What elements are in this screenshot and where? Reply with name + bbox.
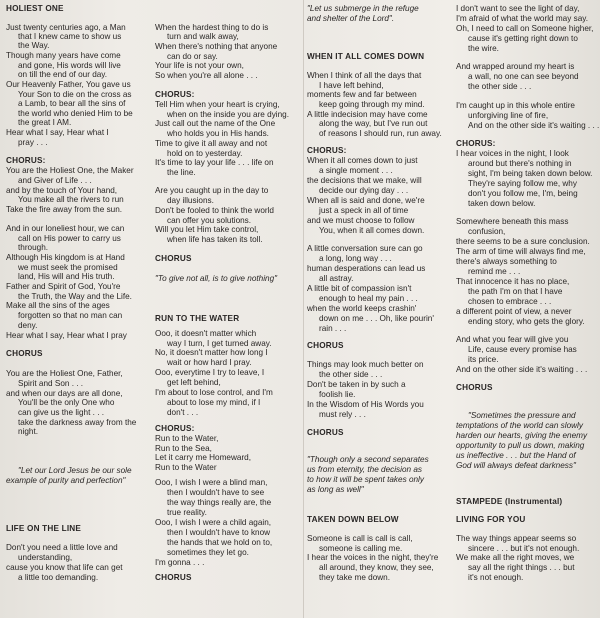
section-heading: CHORUS	[307, 428, 344, 437]
lyric-line: who holds you in His hands.	[167, 129, 269, 138]
lyric-line: through.	[18, 243, 49, 252]
lyric-line: Tell Him when your heart is crying,	[155, 100, 280, 109]
lyric-line: They're saying follow me, why	[468, 179, 577, 188]
lyric-line: remind me . . .	[468, 267, 521, 276]
lyric-line: When I think of all the days that	[307, 71, 422, 80]
section-heading: CHORUS:	[307, 146, 347, 155]
lyric-line: A little conversation sure can go	[307, 244, 423, 253]
lyric-line: And on the other side it's waiting . . .	[456, 365, 588, 374]
lyric-line: I'm about to lose control, and I'm	[155, 388, 273, 397]
lyric-line: the decisions that we make, will	[307, 176, 422, 185]
lyric-line: Let it carry me Homeward,	[155, 453, 252, 462]
lyric-line: Your life is not your own,	[155, 61, 244, 70]
quote-line: "To give not all, is to give nothing"	[155, 274, 278, 283]
lyric-line: I hear voices in the night, I look	[456, 149, 569, 158]
lyric-line: the line.	[167, 168, 196, 177]
lyric-line: the hands that we hold on to,	[167, 538, 273, 547]
lyric-line: And in our loneliest hour, we can	[6, 224, 125, 233]
lyric-line: its price.	[468, 355, 499, 364]
lyric-line: all astray.	[319, 274, 354, 283]
lyric-line: When there's nothing that anyone	[155, 42, 278, 51]
lyric-line: the great I AM.	[18, 118, 72, 127]
lyric-line: You are the Holiest One, the Maker	[6, 166, 134, 175]
column-divider	[303, 0, 304, 618]
lyric-line: then I wouldn't have to know	[167, 528, 271, 537]
lyric-line: Ooo, it doesn't matter which	[155, 329, 257, 338]
lyric-line: Life, cause every promise has	[468, 345, 577, 354]
lyric-line: Ooo, I wish I were a blind man,	[155, 478, 268, 487]
lyric-line: That innocence it has no place,	[456, 277, 570, 286]
lyric-line: Will you let Him take control,	[155, 225, 259, 234]
lyric-line: wait or how hard I pray.	[167, 358, 252, 367]
lyric-line: night.	[18, 427, 39, 436]
quote-line: opportunity to pull us down, making	[456, 441, 585, 450]
lyric-line: hold on to yesterday.	[167, 149, 243, 158]
lyric-line: Run to the Water	[155, 463, 217, 472]
lyric-line: When the hardest thing to do is	[155, 23, 269, 32]
lyric-line: Don't you need a little love and	[6, 543, 118, 552]
lyric-line: pray . . .	[18, 138, 48, 147]
lyric-line: about to lose my mind, if I	[167, 398, 261, 407]
lyric-line: And on the other side it's waiting . . .	[468, 121, 600, 130]
lyric-line: call on His power to carry us	[18, 234, 121, 243]
lyric-line: Ooo, everytime I try to leave, I	[155, 368, 265, 377]
lyric-line: Just twenty centuries ago, a Man	[6, 23, 126, 32]
lyric-line: turn and walk away,	[167, 32, 239, 41]
lyric-line: way I turn, I get turned away.	[167, 339, 272, 348]
lyric-line: the way things really are, the	[167, 498, 272, 507]
lyric-line: Run to the Sea,	[155, 444, 212, 453]
lyric-line: a little too demanding.	[18, 573, 99, 582]
lyric-line: just a speck in all of time	[319, 206, 409, 215]
lyric-line: when on the inside you are dying.	[167, 110, 289, 119]
lyric-line: can do or say.	[167, 52, 218, 61]
lyric-line: So when you're all alone . . .	[155, 71, 258, 80]
lyric-line: No, it doesn't matter how long I	[155, 348, 268, 357]
lyric-line: deny.	[18, 321, 38, 330]
lyric-line: say all the right things . . . but	[468, 563, 575, 572]
lyric-line: take the darkness away from the	[18, 418, 137, 427]
lyric-line: understanding,	[18, 553, 73, 562]
lyric-line: And what you fear will give you	[456, 335, 569, 344]
lyric-line: true reality.	[167, 508, 207, 517]
quote-line: "Though only a second separates	[307, 455, 429, 464]
lyric-line: Though many years have come	[6, 51, 121, 60]
lyric-line: enough to heal my pain . . .	[319, 294, 418, 303]
lyric-line: around but there's nothing in	[468, 159, 572, 168]
section-heading: CHORUS:	[6, 156, 46, 165]
lyric-line: I'm afraid of what the world may say.	[456, 14, 589, 23]
section-heading: CHORUS	[6, 349, 43, 358]
section-heading: LIVING FOR YOU	[456, 515, 526, 524]
lyric-line: I have left behind,	[319, 81, 384, 90]
lyric-line: must rely . . .	[319, 410, 366, 419]
lyric-line: Spirit and Son . . .	[18, 379, 84, 388]
quote-line: as long as well"	[307, 485, 364, 494]
quote-line: example of purity and perfection"	[6, 476, 126, 485]
lyric-line: a single moment . . .	[319, 166, 393, 175]
section-heading: CHORUS:	[155, 424, 195, 433]
quote-line: and shelter of the Lord".	[307, 14, 395, 23]
lyric-line: moments few and far between	[307, 90, 417, 99]
section-heading: CHORUS:	[155, 90, 195, 99]
lyric-line: You are the Holiest One, Father,	[6, 369, 123, 378]
lyric-line: they take me down.	[319, 573, 390, 582]
lyric-line: cause it's getting right down to	[468, 34, 578, 43]
quote-line: temptations of the world can slowly	[456, 421, 583, 430]
lyric-line: When all is said and done, we're	[307, 196, 425, 205]
lyric-line: and by the touch of Your hand,	[6, 186, 118, 195]
lyric-line: Father and Spirit of God, You're	[6, 282, 121, 291]
lyric-line: don't you follow me, I'm, being	[468, 189, 578, 198]
lyric-line: the other side . . .	[319, 370, 383, 379]
lyric-line: Run to the Water,	[155, 434, 219, 443]
quote-line: us from eternity, the decision as	[307, 465, 422, 474]
lyric-line: And wrapped around my heart is	[456, 62, 575, 71]
section-heading: CHORUS	[155, 254, 192, 263]
lyric-line: and Giver of Life . . .	[18, 176, 92, 185]
lyric-line: a long, long way . . .	[319, 254, 392, 263]
lyric-line: don't . . .	[167, 408, 199, 417]
quote-line: us ineffective . . . but the Hand of	[456, 451, 576, 460]
lyric-line: Hear what I say, Hear what I pray	[6, 331, 127, 340]
lyric-line: Make all the sins of the ages	[6, 301, 110, 310]
lyric-line: Time to give it all away and not	[155, 139, 268, 148]
lyric-line: I'm gonna . . .	[155, 558, 205, 567]
lyric-line: of reasons I should run, run away.	[319, 129, 442, 138]
lyric-line: a different point of view, a never	[456, 307, 572, 316]
lyric-line: the other side . . .	[468, 82, 532, 91]
lyric-line: Hear what I say, Hear what I	[6, 128, 109, 137]
quote-line: to how it will be spent takes only	[307, 475, 424, 484]
quote-line: "Let us submerge in the refuge	[307, 4, 419, 13]
lyric-line: Your Son to die on the cross as	[18, 90, 132, 99]
lyric-line: You make all the rivers to run	[18, 195, 124, 204]
section-heading: CHORUS:	[456, 139, 496, 148]
lyric-line: I'm caught up in this whole entire	[456, 101, 575, 110]
lyric-line: A little bit of compassion isn't	[307, 284, 412, 293]
lyric-line: all around, they know, they see,	[319, 563, 434, 572]
section-heading: TAKEN DOWN BELOW	[307, 515, 399, 524]
lyric-line: day illusions.	[167, 196, 214, 205]
lyric-line: It's time to lay your life . . . life on	[155, 158, 274, 167]
lyric-line: Things may look much better on	[307, 360, 424, 369]
lyric-line: We make all the right moves, we	[456, 553, 575, 562]
lyric-line: I hear the voices in the night, they're	[307, 553, 439, 562]
lyric-line: Don't be taken in by such a	[307, 380, 406, 389]
lyric-line: when life has taken its toll.	[167, 235, 263, 244]
lyric-line: the world who denied Him to be	[18, 109, 133, 118]
lyric-line: Are you caught up in the day to	[155, 186, 269, 195]
quote-line: God will always defeat darkness"	[456, 461, 576, 470]
lyric-line: then I wouldn't have to see	[167, 488, 265, 497]
section-heading: STAMPEDE (Instrumental)	[456, 497, 563, 506]
lyric-line: the wire.	[468, 44, 499, 53]
section-heading: RUN TO THE WATER	[155, 314, 240, 323]
lyric-line: In the Wisdom of His Words you	[307, 400, 424, 409]
lyric-line: a Lamb, to bear all the sins of	[18, 99, 126, 108]
lyric-line: it's not enough.	[468, 573, 524, 582]
lyric-line: when the world keeps crashin'	[307, 304, 417, 313]
lyric-line: there seems to be a sure conclusion.	[456, 237, 590, 246]
lyric-line: forgotten so that no man can	[18, 311, 123, 320]
lyric-line: can offer you solutions.	[167, 216, 252, 225]
lyric-line: and we must choose to follow	[307, 216, 415, 225]
lyric-line: someone is calling me.	[319, 544, 403, 553]
section-heading: CHORUS	[307, 341, 344, 350]
section-heading: WHEN IT ALL COMES DOWN	[307, 52, 425, 61]
lyric-line: the Truth, the Way and the Life.	[18, 292, 132, 301]
lyric-line: keep going through my mind.	[319, 100, 425, 109]
lyric-line: sometimes they let go.	[167, 548, 249, 557]
lyric-line: and gone, His words will live	[18, 61, 121, 70]
lyric-line: Our Heavenly Father, You gave us	[6, 80, 131, 89]
lyric-line: foolish lie.	[319, 390, 356, 399]
lyric-line: on till the end of our day.	[18, 70, 108, 79]
lyric-line: When it all comes down to just	[307, 156, 418, 165]
lyric-line: there's always something to	[456, 257, 557, 266]
lyric-line: Oh, I need to call on Someone higher,	[456, 24, 594, 33]
lyric-line: Somewhere beneath this mass	[456, 217, 569, 226]
lyric-line: A little indecision may have come	[307, 110, 428, 119]
lyric-line: You, when it all comes down.	[319, 226, 425, 235]
lyric-line: I don't want to see the light of day,	[456, 4, 580, 13]
lyric-line: chosen to embrace . . .	[468, 297, 552, 306]
lyric-line: Take the fire away from the sun.	[6, 205, 123, 214]
lyric-line: land, His will and His truth.	[18, 272, 115, 281]
lyric-line: You'll be the only One who	[18, 398, 115, 407]
lyric-line: unforgiving line of fire,	[468, 111, 549, 120]
lyric-line: Ooo, I wish I were a child again,	[155, 518, 272, 527]
lyric-line: sincere . . . but it's not enough.	[468, 544, 580, 553]
lyric-line: Although His kingdom is at Hand	[6, 253, 125, 262]
lyric-line: rain . . .	[319, 324, 347, 333]
lyric-line: decide our dying day . . .	[319, 186, 409, 195]
lyric-line: and when our days are all done,	[6, 389, 123, 398]
lyric-line: sight, I'm being taken down below.	[468, 169, 593, 178]
lyric-line: taken down below.	[468, 199, 536, 208]
lyric-line: Don't be fooled to think the world	[155, 206, 274, 215]
lyric-line: we must seek the promised	[18, 263, 118, 272]
lyric-line: Just call out the name of the One	[155, 119, 276, 128]
lyric-line: The arm of time will always find me,	[456, 247, 586, 256]
lyric-line: ending story, who gets the glory.	[468, 317, 585, 326]
section-heading: CHORUS	[456, 383, 493, 392]
lyric-line: the path I'm on that I have	[468, 287, 563, 296]
lyric-line: along the way, but I've run out	[319, 119, 428, 128]
lyric-line: a wall, no one can see beyond	[468, 72, 579, 81]
lyric-line: that I knew came to show us	[18, 32, 122, 41]
lyric-line: down on me . . . Oh, like pourin'	[319, 314, 434, 323]
lyric-line: get left behind,	[167, 378, 221, 387]
section-heading: HOLIEST ONE	[6, 4, 64, 13]
lyric-line: the Way.	[18, 41, 50, 50]
lyric-line: Someone is call is call is call,	[307, 534, 413, 543]
lyric-line: confusion,	[468, 227, 506, 236]
quote-line: "Let our Lord Jesus be our sole	[18, 466, 132, 475]
lyric-line: human desperations can lead us	[307, 264, 426, 273]
section-heading: LIFE ON THE LINE	[6, 524, 82, 533]
quote-line: "Sometimes the pressure and	[468, 411, 576, 420]
lyric-line: can give us the light . . .	[18, 408, 105, 417]
quote-line: harden our hearts, giving the enemy	[456, 431, 588, 440]
lyric-line: cause you know that life can get	[6, 563, 123, 572]
section-heading: CHORUS	[155, 573, 192, 582]
lyric-line: The way things appear seems so	[456, 534, 577, 543]
